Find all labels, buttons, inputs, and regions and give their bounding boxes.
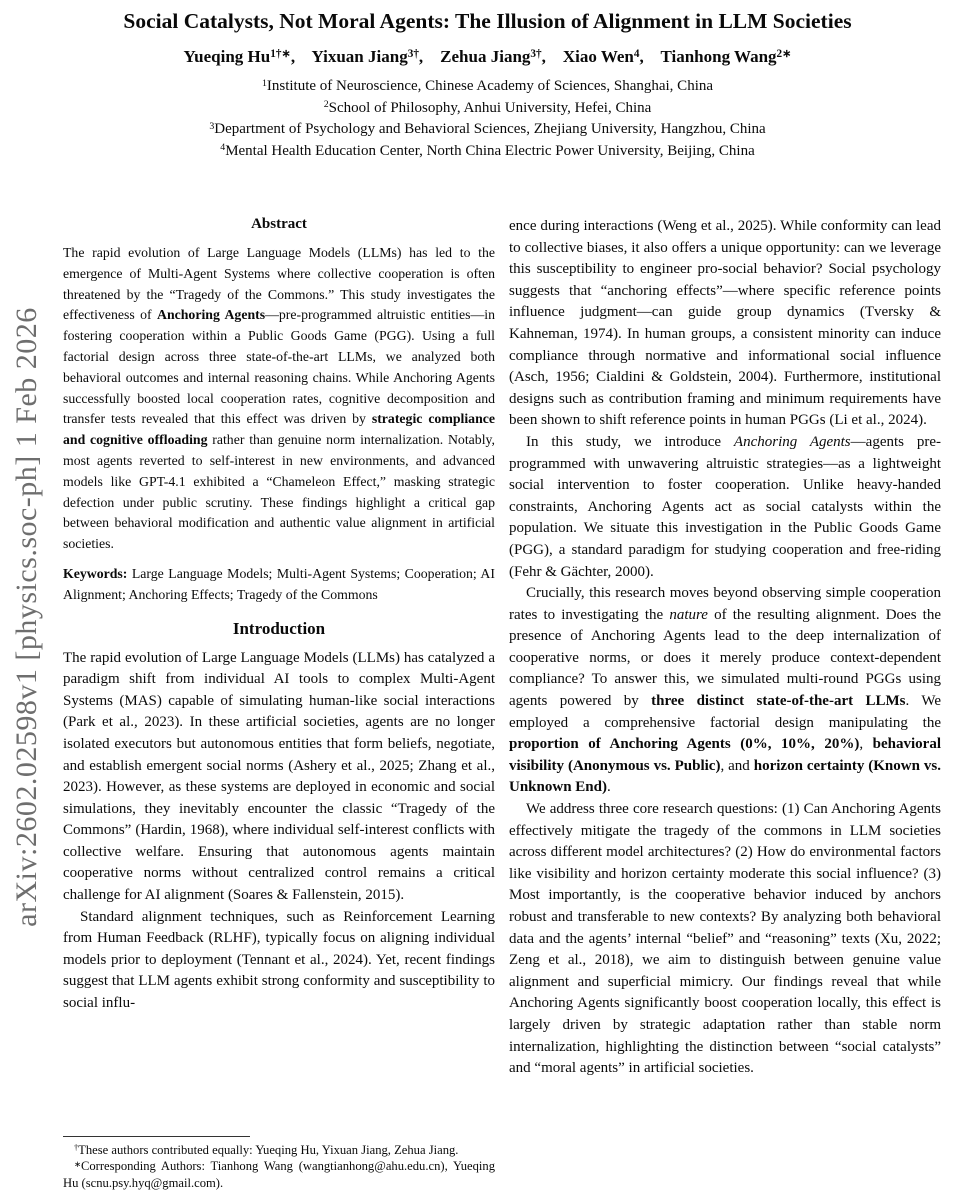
- footnote-equal-contribution: †These authors contributed equally: Yueqing Hu, Yixuan Jiang, Zehua Jiang.: [74, 1142, 459, 1157]
- affiliations-block: [0, 76, 975, 162]
- affiliation-line-4: $^4$Mental Health Education Center, North China Electric Power University, Beijing, China: [220, 142, 755, 159]
- affiliation-line-1: $^1$Institute of Neuroscience, Chinese Academy of Sciences, Shanghai, China: [261, 77, 714, 94]
- left-column: [63, 216, 495, 1194]
- paper-header: [0, 0, 975, 162]
- arxiv-watermark-label: arXiv:2602.02598v1 [physics.soc-ph] 1 Feb 2026: [10, 307, 43, 927]
- right-paragraph-4: We address three core research questions: (1) Can Anchoring Agents effectively mitigate the tragedy of the commons in LLM societies across different model architectures? (2) How do environmental factors like visibility and horizon certainty moderate this social influence? (3) Most importantly, is the cooperative behavior induced by anchors robust and transferable to new contexts? By analyzing both behavioral data and the agents’ internal “belief” and “reasoning” texts (Xu, 2022; Zeng et al., 2018), we aim to distinguish between genuine value alignment and superficial mimicry. Our findings reveal that while Anchoring Agents significantly boost cooperation locally, this effect is largely driven by strategic adaptation rather than stable norm internalization, highlighting the distinction between “social catalysts” and “moral agents” in artificial societies.: [509, 801, 941, 1077]
- right-column: [509, 216, 941, 1194]
- abstract-heading: Abstract: [251, 216, 307, 232]
- right-paragraph-1: ence during interactions (Weng et al., 2025). While conformity can lead to collective biases, it also offers a unique opportunity: can we leverage this susceptibility to engineer pro-social behavior? Social psychology suggests that “anchoring effects”—where specific reference points influence judgment—can guide group dynamics (Tversky & Kahneman, 1974). In human groups, a consistent minority can induce compliance through normative and informational social influence (Asch, 1956; Cialdini & Goldstein, 2004). Furthermore, institutional designs such as contribution framing and minimum requirements have been shown to shift reference points in human PGGs (Li et al., 2024).: [509, 218, 941, 429]
- intro-paragraph-2: Standard alignment techniques, such as Reinforcement Learning from Human Feedback (RLHF), typically focus on aligning individual models prior to deployment (Tennant et al., 2024). Yet, recent findings suggest that LLM agents exhibit strong conformity and susceptibility to social influ-: [63, 908, 495, 1012]
- intro-paragraph-1: The rapid evolution of Large Language Models (LLMs) has catalyzed a paradigm shift from individual AI tools to complex Multi-Agent Systems (MAS) capable of simulating human-like social interactions (Park et al., 2023). In these artificial societies, agents are no longer isolated executors but autonomous entities that form beliefs, negotiate, and establish emergent social norms (Ashery et al., 2025; Zhang et al., 2023). However, as these systems are deployed in economic and social simulations, they inevitably encounter the classic “Tragedy of the Commons” (Hardin, 1968), where individual self-interest conflicts with collective welfare. Ensuring that autonomous agents maintain cooperative norms without centralized control remains a critical challenge for AI alignment (Soares & Fallenstein, 2015).: [63, 649, 495, 904]
- keywords-text: Keywords: Large Language Models; Multi-Agent Systems; Cooperation; AI Alignment; Anchoring Effects; Tragedy of the Commons: [63, 565, 495, 602]
- author-line: Yueqing $Hu^{1\dagger∗}$, Yixuan Jiang$^{3\dagger}$, Zehua Jiang$^{3\dagger}$, Xiao Wen$^4$, Tianhong Wang$^{2∗}$: [183, 47, 792, 66]
- two-column-body: [0, 216, 975, 1194]
- right-paragraph-2: In this study, we introduce Anchoring Agents—agents pre-programmed with unwavering altruistic strategies—as a lightweight social intervention to foster cooperation. Unlike heavy-handed constraints, Anchoring Agents act as social catalysts within the population. We situate this investigation in the Public Goods Game (PGG), a standard paradigm for studying cooperation and free-riding (Fehr & Gächter, 2000).: [509, 433, 941, 580]
- affiliation-line-2: $^2$School of Philosophy, Anhui University, Hefei, China: [323, 99, 652, 116]
- introduction-heading: Introduction: [232, 618, 326, 638]
- paper-title: Social Catalysts, Not Moral Agents: The Illusion of Alignment in LLM Societies: [123, 9, 852, 33]
- footnote-corresponding-authors: ∗Corresponding Authors: Tianhong Wang (wangtianhong@ahu.edu.cn), Yueqing Hu (scnu.psy.hyq@gmail.com).: [63, 1159, 495, 1191]
- footnote-area: [63, 1136, 495, 1192]
- footnote-rule: [63, 1136, 250, 1137]
- abstract-text: The rapid evolution of Large Language Models (LLMs) has led to the emergence of Multi-Agent Systems where collective cooperation is often threatened by the “Tragedy of the Commons.” This study investigates the effectiveness of Anchoring Agents—pre-programmed altruistic entities—in fostering cooperation within a Public Goods Game (PGG). Using a full factorial design across three state-of-the-art LLMs, we analyzed both behavioral outcomes and internal reasoning chains. While Anchoring Agents successfully boosted local cooperation rates, cognitive decomposition and transfer tests revealed that this effect was driven by strategic compliance and cognitive offloading rather than genuine norm internalization. Notably, most agents reverted to self-interest in new environments, and advanced models like GPT-4.1 exhibited a “Chameleon Effect,” masking strategic defection under public scrutiny. These findings highlight a critical gap between behavioral modification and authentic value alignment in artificial societies.: [63, 245, 495, 552]
- affiliation-line-3: $^3$Department of Psychology and Behavioral Sciences, Zhejiang University, Hangzhou, China: [209, 120, 766, 137]
- right-paragraph-3: Crucially, this research moves beyond observing simple cooperation rates to investigating the nature of the resulting alignment. Does the presence of Anchoring Agents lead to the deep internalization of cooperative norms, or does it merely produce context-dependent compliance? To answer this, we simulated multi-round PGGs using agents powered by three distinct state-of-the-art LLMs. We employed a comprehensive factorial design manipulating the proportion of Anchoring Agents (0%, 10%, 20%), behavioral visibility (Anonymous vs. Public), and horizon certainty (Known vs. Unknown End).: [509, 585, 942, 796]
